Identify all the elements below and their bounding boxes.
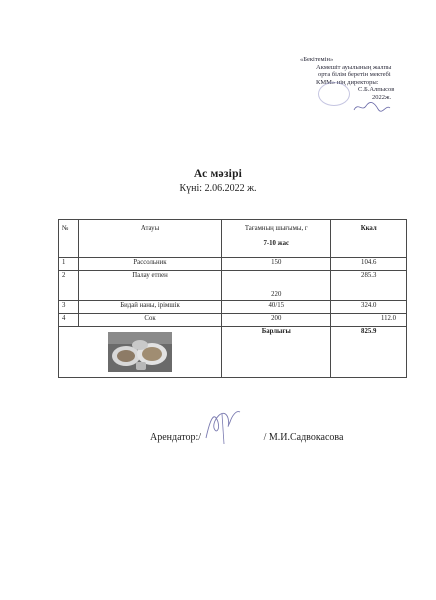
table-row	[59, 301, 407, 314]
table-row	[59, 314, 407, 327]
header-kcal: Ккал	[331, 220, 407, 258]
row-num: 4	[59, 314, 79, 327]
row-kcal: 324.0	[331, 301, 407, 314]
row-num: 1	[59, 258, 79, 271]
row-num: 3	[59, 301, 79, 314]
row-name: Бидай наны, ірімшік	[78, 301, 221, 314]
table-row	[59, 271, 407, 301]
approval-heading: «Бекітемін»	[300, 56, 334, 63]
tenant-label: Арендатор:/	[150, 432, 202, 443]
row-name: Рассольник	[78, 258, 221, 271]
row-portion: 40/15	[222, 301, 331, 314]
header-num: №	[59, 220, 79, 258]
approval-school-line2: орта білім беретін мектебі	[318, 71, 391, 79]
approval-school-line1: Акмешіт ауылының жалпы	[316, 63, 392, 71]
food-photo-icon	[108, 332, 172, 372]
row-name: Сок	[78, 314, 221, 327]
row-kcal: 285.3	[331, 271, 407, 301]
header-portion-label: Тағамның шығымы, г	[244, 225, 308, 232]
director-signature-icon	[352, 100, 392, 114]
stamp-mark	[318, 82, 350, 106]
row-kcal: 112.0	[331, 314, 407, 327]
header-portion	[222, 220, 331, 258]
row-num: 2	[59, 271, 79, 301]
table-row	[59, 258, 407, 271]
page-title: Ас мәзірі	[193, 168, 243, 180]
row-portion: 200	[222, 314, 331, 327]
row-portion: 220	[222, 271, 331, 301]
total-kcal: 825.9	[331, 327, 407, 378]
header-age-group: 7-10 жас	[263, 240, 290, 247]
header-name: Атауы	[78, 220, 221, 258]
row-portion: 150	[222, 258, 331, 271]
table-header-row	[59, 220, 407, 258]
food-photo-cell	[59, 327, 222, 378]
approval-director-label: КММ» нің директоры:	[316, 78, 379, 86]
tenant-signature-line	[150, 432, 343, 443]
row-name: Палау етпен	[78, 271, 221, 301]
total-label: Барлығы	[222, 327, 331, 378]
row-kcal: 104.6	[331, 258, 407, 271]
total-row	[59, 327, 407, 378]
approval-year: 2022ж.	[372, 93, 392, 101]
menu-table	[58, 219, 407, 378]
menu-date: Күні: 2.06.2022 ж.	[179, 183, 257, 194]
tenant-name: / М.И.Садвокасова	[263, 432, 344, 443]
approval-director-name: С.Б.Алпысов	[358, 86, 395, 94]
